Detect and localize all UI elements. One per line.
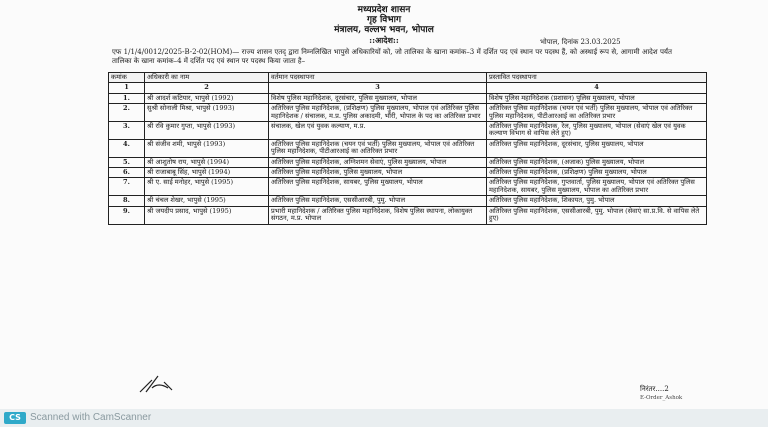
order-paragraph: एफ 1/1/4/0012/2025-B-2-02(HOM)— राज्य शासन एतद् द्वारा निम्नलिखित भापुसे अधिकारियों को, जो तालिका के खाना कमांक–3 में दर्शित पद एवं स्थान पर पदस्थ हैं, को अस्थाई रूप से, आगामी आदेश पर्यंत तालिका के खाना कमांक–4 में दर्शित पद एवं स्थान पर पदस्थ किया जाता है– bbox=[112, 48, 672, 65]
table-row bbox=[109, 104, 707, 122]
row-current: विशेष पुलिस महानिदेशक, दूरसंचार, पुलिस मुख्यालय, भोपाल bbox=[269, 93, 487, 103]
index-cell: 3 bbox=[269, 83, 487, 93]
table-row bbox=[109, 196, 707, 206]
table-row bbox=[109, 122, 707, 140]
row-name: श्री ए. साई मनोहर, भापुसे (1995) bbox=[145, 178, 269, 196]
row-name: श्री चंचल शेखर, भापुसे (1995) bbox=[145, 196, 269, 206]
row-name: श्री रवि कुमार गुप्ता, भापुसे (1993) bbox=[145, 122, 269, 140]
row-proposed: अतिरिक्त पुलिस महानिदेशक, गुप्तवार्ता, पुलिस मुख्यालय, भोपाल एवं अतिरिक्त पुलिस महानिदेशक, सायबर, पुलिस मुख्यालय, भोपाल का अतिरिक्त प्रभार bbox=[487, 178, 707, 196]
row-current: अतिरिक्त पुलिस महानिदेशक, अग्निशमन सेवाएं, पुलिस मुख्यालय, भोपाल bbox=[269, 157, 487, 167]
row-current: अतिरिक्त पुलिस महानिदेशक, एससीआरबी, पुमु. भोपाल bbox=[269, 196, 487, 206]
table-row bbox=[109, 168, 707, 178]
header-sn: कमांक bbox=[109, 73, 145, 83]
row-name: श्री आशुतोष राय, भापुसे (1994) bbox=[145, 157, 269, 167]
row-name: श्री आदर्श कटियार, भापुसे (1992) bbox=[145, 93, 269, 103]
table-row bbox=[109, 157, 707, 167]
row-current: संचालक, खेल एवं युवक कल्याण, म.प्र. bbox=[269, 122, 487, 140]
row-sn: 4. bbox=[109, 139, 145, 157]
row-current: अतिरिक्त पुलिस महानिदेशक (चयन एवं भर्ती) पुलिस मुख्यालय, भोपाल एवं अतिरिक्त पुलिस महानिदेशक, पीटीआरआई का अतिरिक्त प्रभार bbox=[269, 139, 487, 157]
index-cell: 4 bbox=[487, 83, 707, 93]
transfer-table bbox=[108, 72, 707, 225]
table-index-row bbox=[109, 83, 707, 93]
row-sn: 7. bbox=[109, 178, 145, 196]
row-proposed: अतिरिक्त पुलिस महानिदेशक, रेल, पुलिस मुख्यालय, भोपाल (सेवाएं खेल एवं युवक कल्याण विभाग से वापिस लेते हुए) bbox=[487, 122, 707, 140]
row-proposed: विशेष पुलिस महानिदेशक (प्रशासन) पुलिस मुख्यालय, भोपाल bbox=[487, 93, 707, 103]
index-cell: 1 bbox=[109, 83, 145, 93]
signature-mark bbox=[138, 366, 178, 394]
row-sn: 1. bbox=[109, 93, 145, 103]
row-name: श्री राजाबाबू सिंह, भापुसे (1994) bbox=[145, 168, 269, 178]
row-proposed: अतिरिक्त पुलिस महानिदेशक, दूरसंचार, पुलिस मुख्यालय, भोपाल bbox=[487, 139, 707, 157]
table-row bbox=[109, 206, 707, 224]
row-current: प्रभारी महानिदेशक / अतिरिक्त पुलिस महानिदेशक, विशेष पुलिस स्थापना, लोकायुक्त संगठन, म.प्र. भोपाल bbox=[269, 206, 487, 224]
row-proposed: अतिरिक्त पुलिस महानिदेशक, शिकायत, पुमु. भोपाल bbox=[487, 196, 707, 206]
row-current: अतिरिक्त पुलिस महानिदेशक, सायबर, पुलिस मुख्यालय, भोपाल bbox=[269, 178, 487, 196]
header-proposed: प्रस्तावित पदस्थापना bbox=[487, 73, 707, 83]
table-row bbox=[109, 139, 707, 157]
row-sn: 5. bbox=[109, 157, 145, 167]
table-row bbox=[109, 178, 707, 196]
row-sn: 2. bbox=[109, 104, 145, 122]
header-state: मध्यप्रदेश शासन bbox=[357, 5, 411, 15]
header-department: गृह विभाग bbox=[366, 15, 402, 25]
table-header-row bbox=[109, 73, 707, 83]
file-reference: E-Order_Ashok bbox=[640, 395, 683, 401]
camscanner-logo-icon: CS bbox=[4, 412, 26, 424]
header-order-title: ::आदेश:: bbox=[369, 35, 399, 45]
header-current: वर्तमान पदस्थापना bbox=[269, 73, 487, 83]
row-proposed: अतिरिक्त पुलिस महानिदेशक, (प्रशिक्षण) पुलिस मुख्यालय, भोपाल bbox=[487, 168, 707, 178]
row-proposed: अतिरिक्त पुलिस महानिदेशक, (अजाक) पुलिस मुख्यालय, भोपाल bbox=[487, 157, 707, 167]
header-name: अधिकारी का नाम bbox=[145, 73, 269, 83]
scanner-watermark: Scanned with CamScanner bbox=[30, 412, 152, 423]
row-sn: 3. bbox=[109, 122, 145, 140]
table-row bbox=[109, 93, 707, 103]
row-proposed: अतिरिक्त पुलिस महानिदेशक, एससीआरबी, पुमु. भोपाल (सेवाएं सा.प्र.वि. से वापिस लेते हुए) bbox=[487, 206, 707, 224]
row-current: अतिरिक्त पुलिस महानिदेशक, पुलिस मुख्यालय, भोपाल bbox=[269, 168, 487, 178]
row-sn: 6. bbox=[109, 168, 145, 178]
row-current: अतिरिक्त पुलिस महानिदेशक, (प्रशिक्षण) पुलिस मुख्यालय, भोपाल एवं अतिरिक्त पुलिस महानिदेशक / संचालक, म.प्र. पुलिस अकादमी, भौंरी, भोपाल के पद का अतिरिक्त प्रभार bbox=[269, 104, 487, 122]
index-cell: 2 bbox=[145, 83, 269, 93]
row-name: श्री संजीव शमी, भापुसे (1993) bbox=[145, 139, 269, 157]
row-sn: 8. bbox=[109, 196, 145, 206]
row-sn: 9. bbox=[109, 206, 145, 224]
header-address: मंत्रालय, वल्लभ भवन, भोपाल bbox=[334, 25, 434, 35]
place-date: भोपाल, दिनांक 23.03.2025 bbox=[540, 38, 621, 46]
row-proposed: अतिरिक्त पुलिस महानिदेशक (चयन एवं भर्ती) पुलिस मुख्यालय, भोपाल एवं अतिरिक्त पुलिस महानिदेशक, पीटीआरआई का अतिरिक्त प्रभार bbox=[487, 104, 707, 122]
row-name: श्री जयदीप प्रसाद, भापुसे (1995) bbox=[145, 206, 269, 224]
continued-note: निरंतर....2 bbox=[640, 385, 669, 393]
row-name: सुश्री सोनाली मिश्रा, भापुसे (1993) bbox=[145, 104, 269, 122]
